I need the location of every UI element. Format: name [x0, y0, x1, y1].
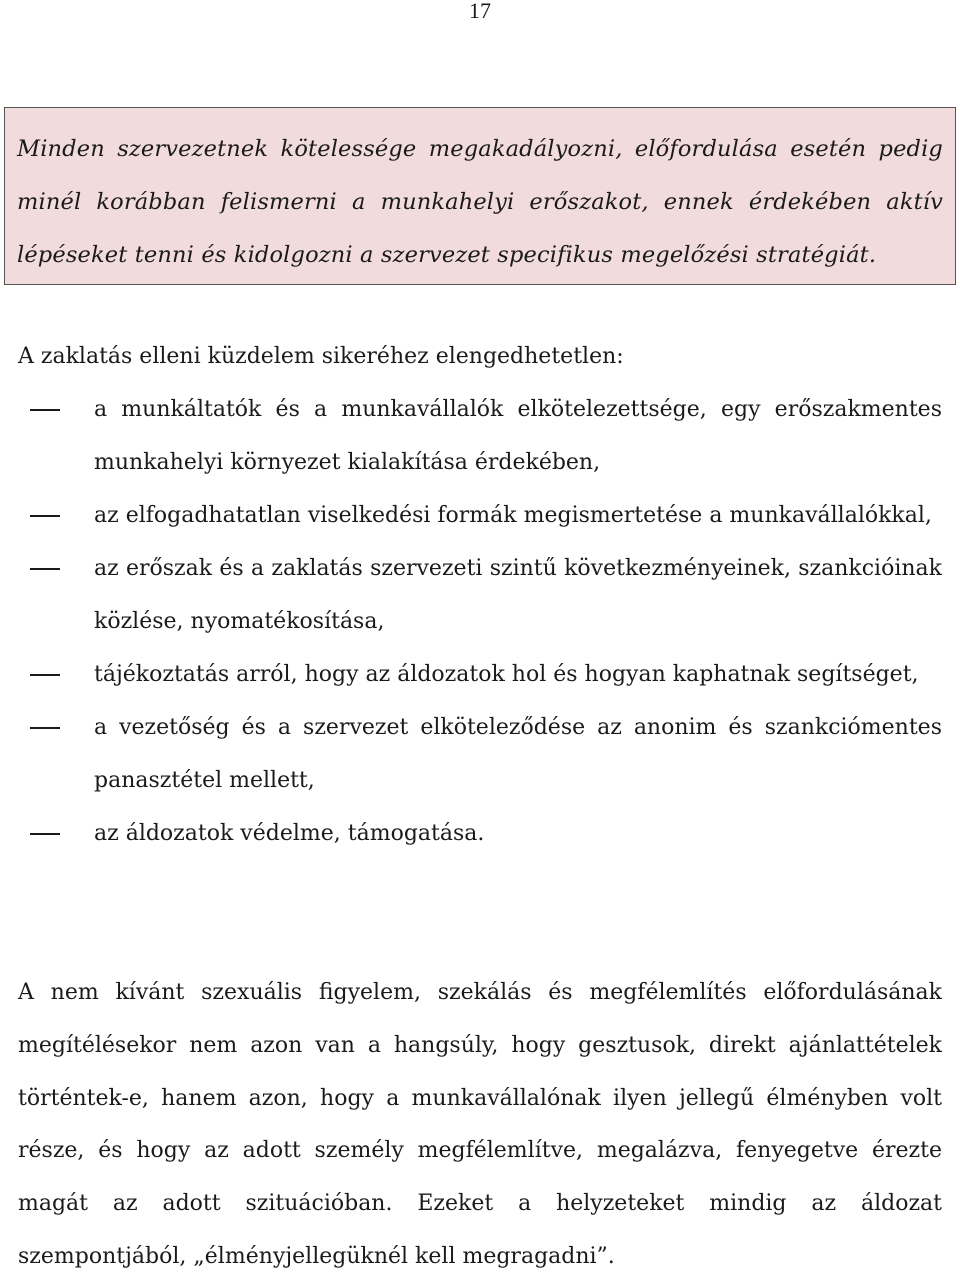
list-item	[0, 489, 942, 542]
list-item	[0, 807, 942, 860]
list-item-text: a vezetőség és a szervezet elköteleződése az anonim és szankciómentes panasztétel mellett,	[94, 715, 942, 793]
highlight-text: Minden szervezetnek kötelessége megakadályozni, előfordulása esetén pedig minél korábban felismerni a munkahelyi erőszakot, ennek érdekében aktív lépéseket tenni és kidolgozni a szervezet specifikus megelőzési stratégiát.	[17, 136, 943, 268]
highlight-box	[4, 107, 956, 285]
intro-sentence: A zaklatás elleni küzdelem sikeréhez elengedhetetlen:	[18, 344, 624, 369]
list-item-text: a munkáltatók és a munkavállalók elkötelezettsége, egy erőszakmentes munkahelyi környezet kialakítása érdekében,	[94, 397, 942, 475]
list-item	[0, 383, 942, 489]
requirements-list	[0, 383, 960, 860]
list-item-text: tájékoztatás arról, hogy az áldozatok hol és hogyan kaphatnak segítséget,	[94, 662, 919, 687]
list-item	[0, 648, 942, 701]
list-item-text: az elfogadhatatlan viselkedési formák megismertetése a munkavállalókkal,	[94, 503, 932, 528]
body-paragraph: A nem kívánt szexuális figyelem, szekálás és megfélemlítés előfordulásának megítélésekor nem azon van a hangsúly, hogy gesztusok, direkt ajánlattételek történtek-e, hanem azon, hogy a munkavállalónak ilyen jellegű élményben volt része, és hogy az adott személy megfélemlítve, megalázva, fenyegetve érezte magát az adott szituációban. Ezeket a helyzeteket mindig az áldozat szempontjából, „élményjellegüknél kell megragadni”.	[18, 980, 942, 1269]
page-number: 17	[469, 0, 491, 23]
list-item-text: az erőszak és a zaklatás szervezeti szintű következményeinek, szankcióinak közlése, nyomatékosítása,	[94, 556, 942, 634]
list-item	[0, 701, 942, 807]
list-item-text: az áldozatok védelme, támogatása.	[94, 821, 485, 846]
list-item	[0, 542, 942, 648]
